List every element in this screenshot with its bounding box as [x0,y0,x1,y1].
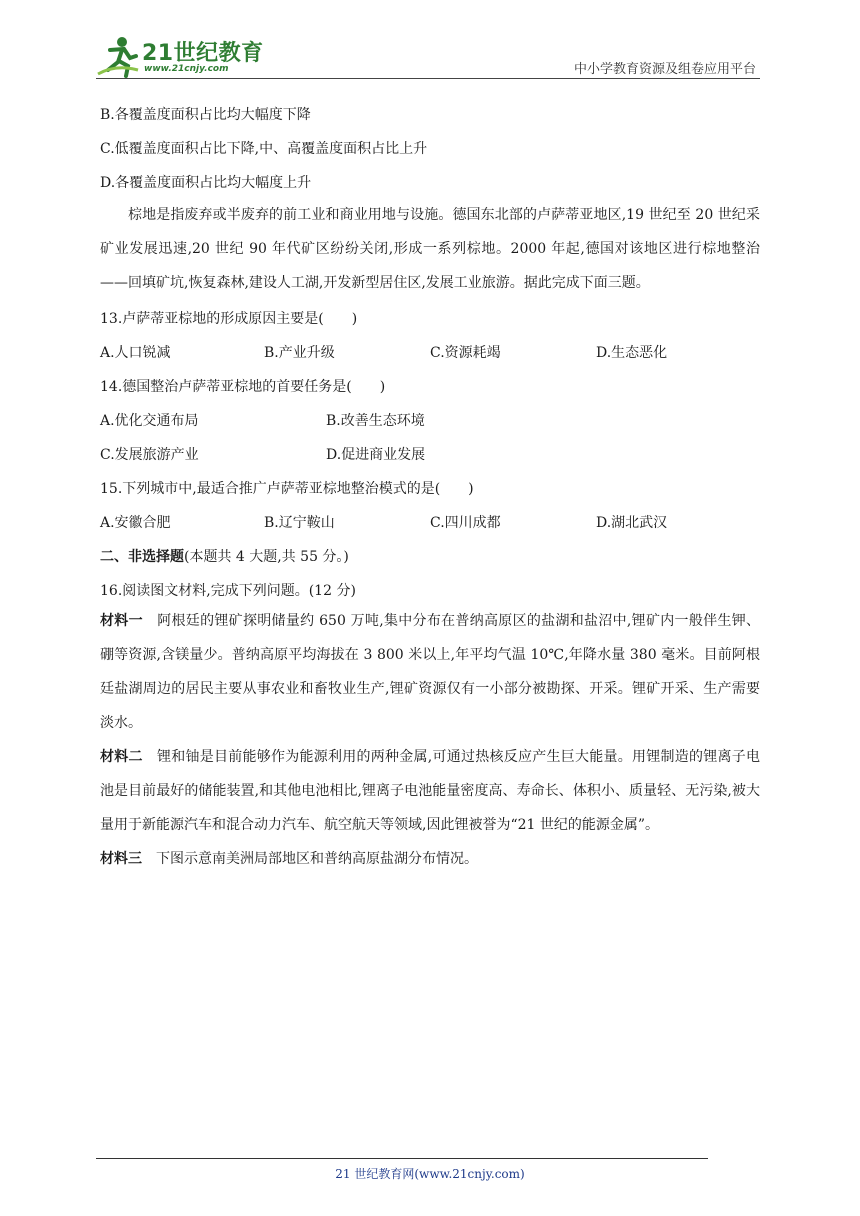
q13-stem: 13.卢萨蒂亚棕地的形成原因主要是( ) [100,311,358,327]
material-3 [100,842,760,876]
footer-link[interactable]: 21 世纪教育网(www.21cnjy.com) [335,1167,525,1181]
q12-option-c: C.低覆盖度面积占比下降,中、高覆盖度面积占比上升 [100,141,428,157]
site-logo[interactable] [96,34,266,78]
material-2-label: 材料二 [100,749,143,765]
brownfield-passage: 棕地是指废弃或半废弃的前工业和商业用地与设施。德国东北部的卢萨蒂亚地区,19 世纪至 20 世纪采矿业发展迅速,20 世纪 90 年代矿区纷纷关闭,形成一系列棕地。2000 年起,德国对该地区进行棕地整治——回填矿坑,恢复森林,建设人工湖,开发新型居住区,发展工业旅游。据此完成下面三题。 [100,207,760,291]
section-2-title: 二、非选择题 [100,549,184,565]
q14-option-b: B.改善生态环境 [326,413,425,429]
page-header [0,0,860,84]
section-2-note: (本题共 4 大题,共 55 分。) [184,549,349,565]
q16-stem: 16.阅读图文材料,完成下列问题。(12 分) [100,583,356,599]
q14-option-d: D.促进商业发展 [326,447,426,463]
logo-url: www.21cnjy.com [144,64,229,74]
q14-option-a: A.优化交通布局 [100,413,199,429]
q13-option-c: C.资源耗竭 [430,345,501,361]
q14-stem: 14.德国整治卢萨蒂亚棕地的首要任务是( ) [100,379,386,395]
q13-option-a: A.人口锐减 [100,345,171,361]
material-1-label: 材料一 [100,613,143,629]
material-3-label: 材料三 [100,851,142,867]
q15-option-b: B.辽宁鞍山 [264,515,335,531]
header-platform-text: 中小学教育资源及组卷应用平台 [573,62,756,77]
runner-logo-icon [96,34,140,78]
q12-option-b: B.各覆盖度面积占比均大幅度下降 [100,107,311,123]
footer-divider [96,1158,708,1159]
material-1 [100,604,760,740]
q15-stem: 15.下列城市中,最适合推广卢萨蒂亚棕地整治模式的是( ) [100,481,474,497]
q13-option-d: D.生态恶化 [596,345,668,361]
material-3-text: 下图示意南美洲局部地区和普纳高原盐湖分布情况。 [156,851,478,867]
q15-option-a: A.安徽合肥 [100,515,171,531]
header-divider [96,78,760,79]
logo-wordmark: 21世纪教育 [142,41,264,66]
q15-option-c: C.四川成都 [430,515,501,531]
q15-option-d: D.湖北武汉 [596,515,668,531]
material-1-text: 阿根廷的锂矿探明储量约 650 万吨,集中分布在普纳高原区的盐湖和盐沼中,锂矿内一般伴生钾、硼等资源,含镁量少。普纳高原平均海拔在 3 800 米以上,年平均气温 10℃,年降水量 380 毫米。目前阿根廷盐湖周边的居民主要从事农业和畜牧业生产,锂矿资源仅有一小部分被勘探、开采。锂矿开采、生产需要淡水。 [100,613,761,731]
material-2-text: 锂和铀是目前能够作为能源利用的两种金属,可通过热核反应产生巨大能量。用锂制造的锂离子电池是目前最好的储能装置,和其他电池相比,锂离子电池能量密度高、寿命长、体积小、质量轻、无污染,被大量用于新能源汽车和混合动力汽车、航空航天等领域,因此锂被誉为“21 世纪的能源金属”。 [100,749,761,833]
q12-option-d: D.各覆盖度面积占比均大幅度上升 [100,175,312,191]
q13-option-b: B.产业升级 [264,345,335,361]
material-2 [100,740,760,842]
q14-option-c: C.发展旅游产业 [100,447,199,463]
section-2-heading [100,546,349,568]
